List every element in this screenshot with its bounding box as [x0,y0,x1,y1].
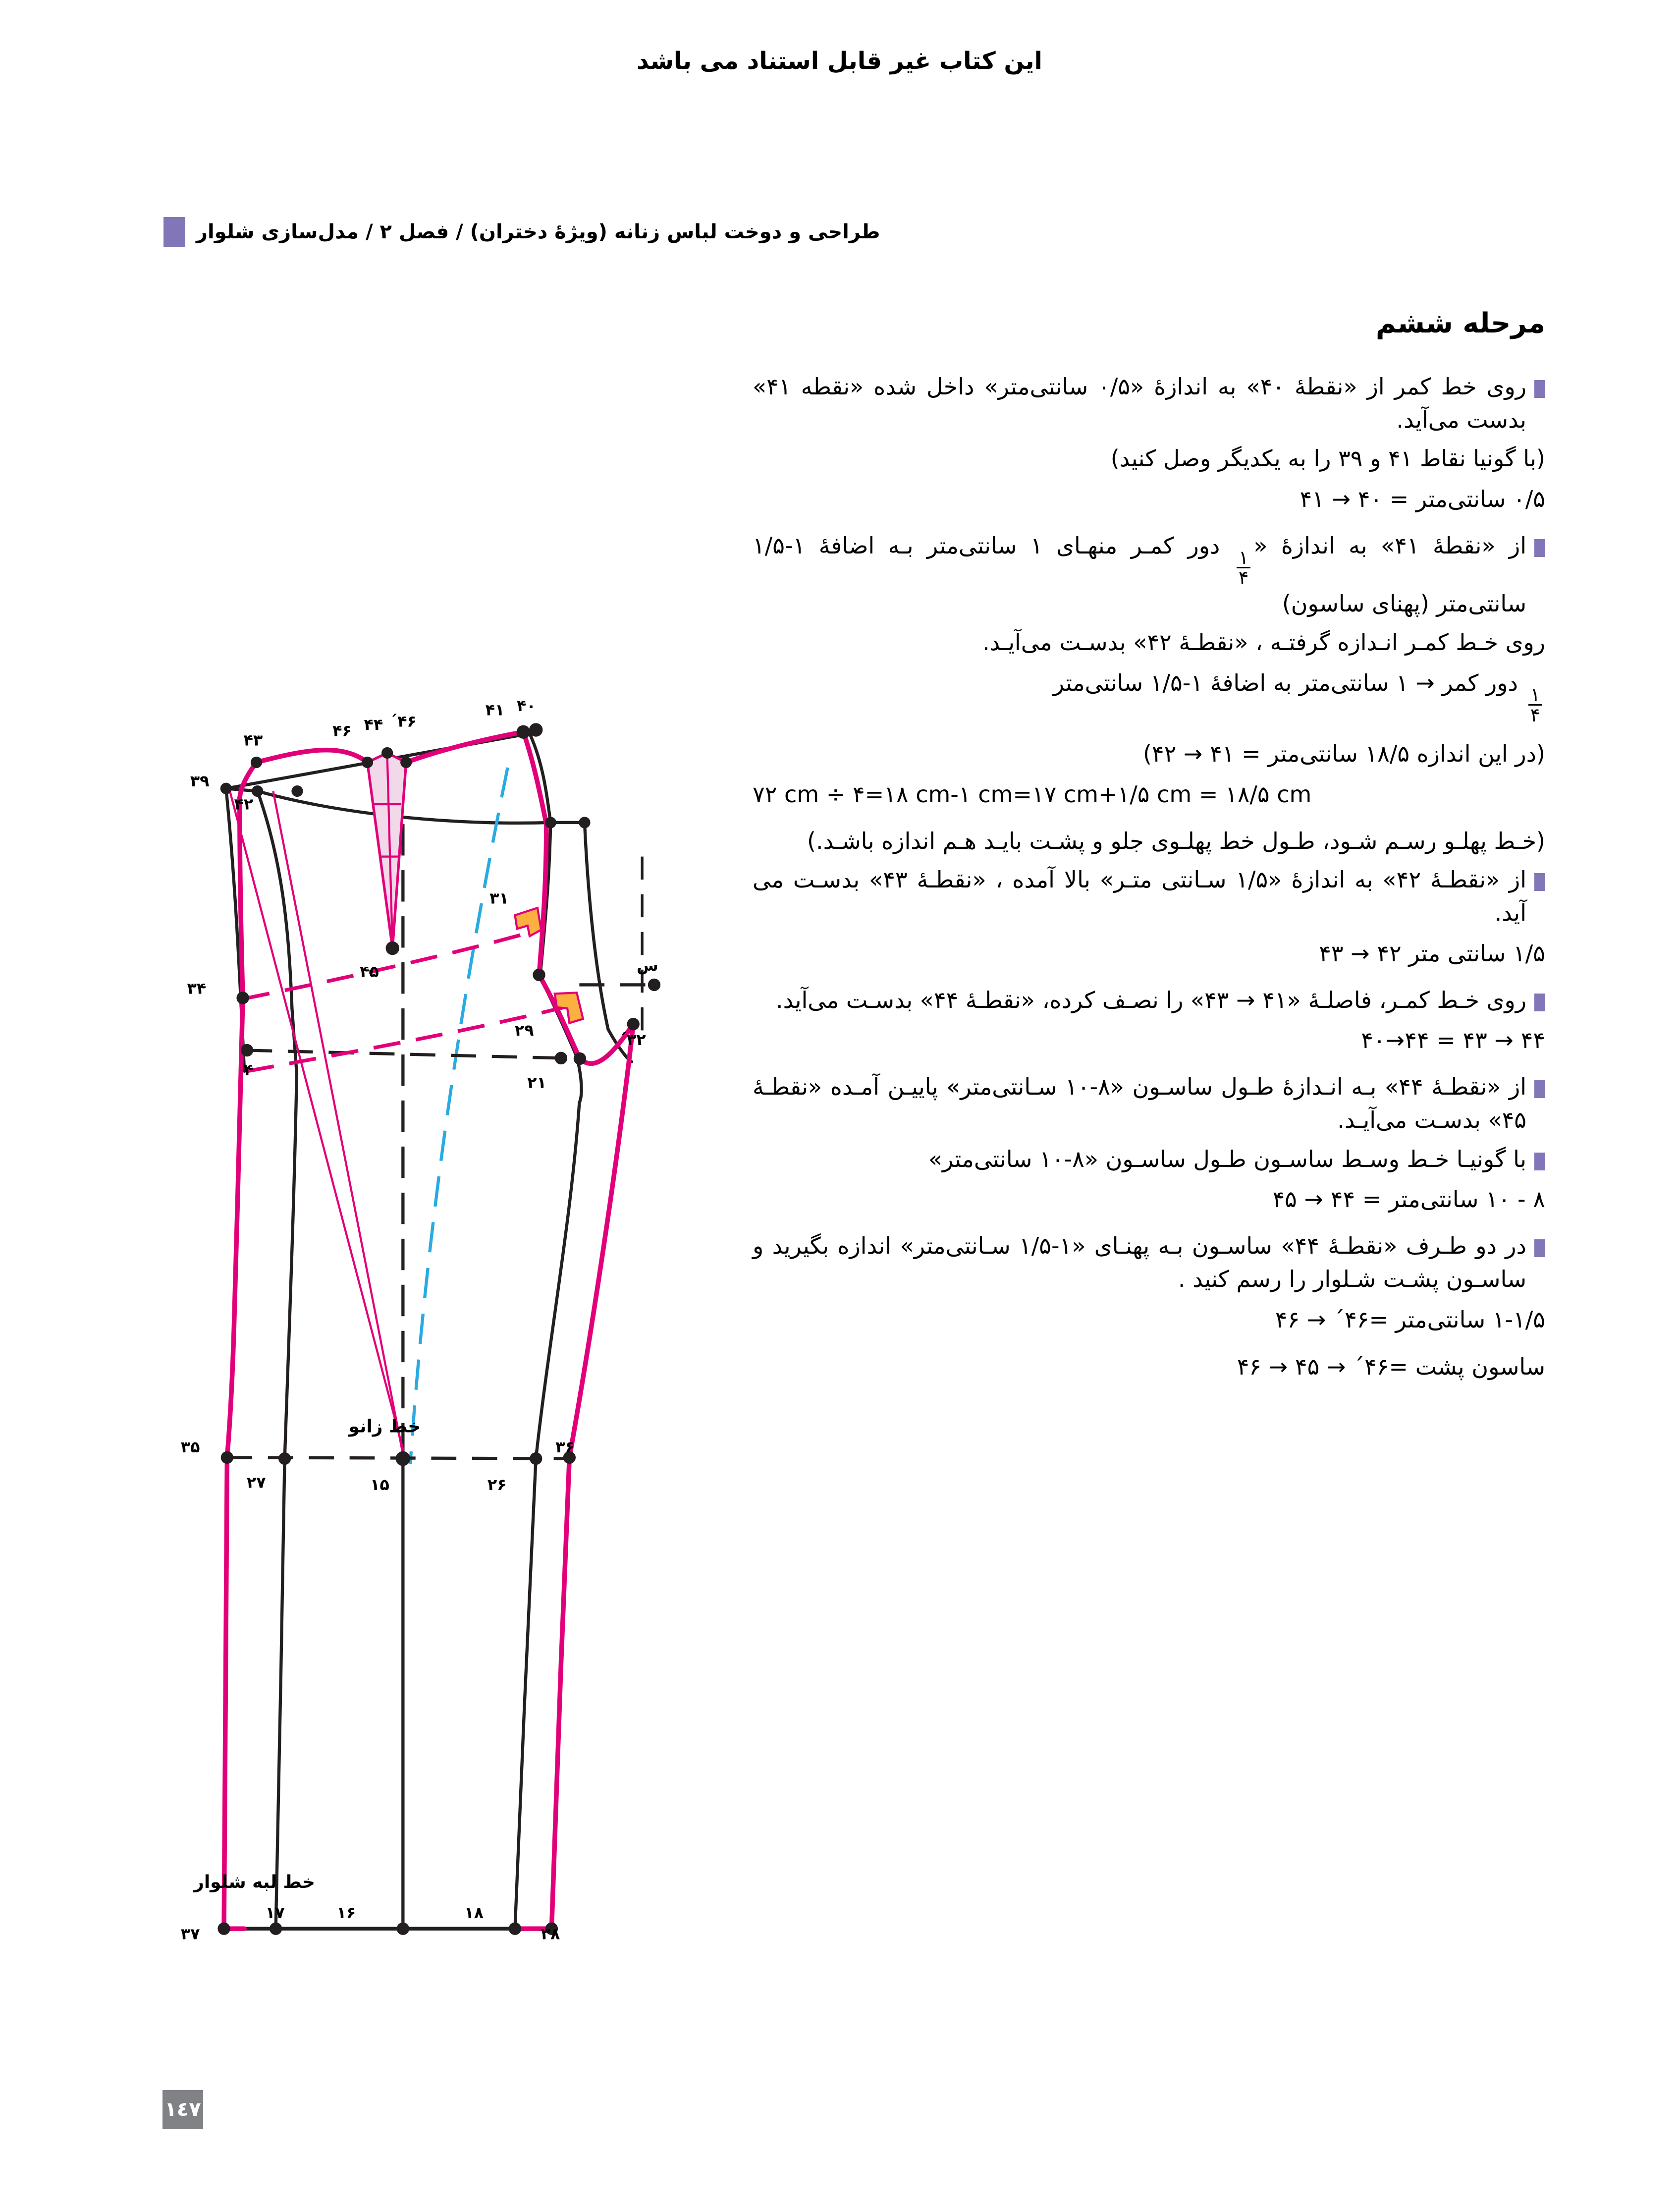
inseam-left [276,1074,297,1929]
point-label-15: ۱۵ [370,1476,389,1494]
point-label-27: ۲۷ [246,1474,266,1492]
bullet-square-icon [1534,1153,1545,1170]
breadcrumb [163,217,880,247]
point-label-46-prime: ۴۶´ [389,713,417,731]
bullet-square-icon [1534,1080,1545,1098]
point-label-42: ۴۲ [234,795,254,814]
page-number-text: ١٤٧ [164,2098,201,2121]
point-label-21: ۲۱ [527,1074,546,1092]
formula-line-1: ۰/۵ سانتی‌متر = ۴۰ → ۴۱ [1300,486,1545,513]
point-label-35: ۳۵ [180,1438,200,1456]
point-label-29: ۲۹ [514,1021,534,1040]
list-item-text: از «نقطـهٔ ۴۲» به اندازهٔ «۱/۵ سـانتی متـر» بالا آمده ، «نقطـهٔ ۴۳» بدسـت می آید. [753,866,1526,926]
paragraph-4: (خـط پهلـو رسـم شـود، طـول خط پهلـوی جلو و پشـت بایـد هـم اندازه باشـد.) [807,827,1545,854]
point-label-seat: س [637,956,658,975]
trouser-pattern-diagram [163,684,728,1982]
breadcrumb-marker-icon [163,217,185,247]
paragraph-2: روی خـط کمـر انـدازه گرفتـه ، «نقطـهٔ ۴۲» بدسـت می‌آیـد. [982,629,1545,656]
point-label-45: ۴۵ [360,963,379,981]
list-item-text: روی خط کمر از «نقطهٔ ۴۰» به اندازهٔ «۰/۵ سانتی‌متر» داخل شده «نقطه ۴۱» بدست می‌آید. [753,373,1526,433]
point-label-41: ۴۱ [485,701,505,719]
page-number-badge [162,2090,203,2129]
list-item [753,1229,1545,1295]
cyan-alteration-line [410,768,508,1464]
b2-prefix: از «نقطهٔ ۴۱» به اندازهٔ « [1253,532,1526,559]
list-item-text: از «نقطـهٔ ۴۴» بـه انـدازهٔ طـول ساسـون «۸-۱۰ سـانتی‌متر» پاییـن آمـده «نقطـهٔ ۴۵» بدسـت می‌آیـد. [753,1073,1526,1133]
point-label-4: ۴ [243,1061,254,1080]
page-title: مرحله ششم [1375,307,1545,339]
orange-notch-31 [515,908,541,936]
formula-2-rest: دور کمر → ۱ سانتی‌متر به اضافۀ ۱-۱/۵ سانتی‌متر [1053,669,1525,697]
point-label-37: ۳۷ [180,1925,200,1943]
point-label-18: ۱۸ [464,1904,484,1923]
point-label-16: ۱۶ [336,1904,356,1923]
list-item [753,1143,1545,1176]
list-item [753,984,1545,1017]
formula-line-8: ساسون پشت =۴۶´ → ۴۵ → ۴۶ [1237,1353,1545,1380]
formula-line-3: ۷۲ cm ÷ ۴=۱۸ cm-۱ cm=۱۷ cm+۱/۵ cm = ۱۸/۵ cm [753,780,1312,808]
point-label-34: ۳۴ [187,980,207,998]
formula-line-2 [753,666,1545,724]
list-item-text: با گونیـا خـط وسـط ساسـون طـول ساسـون «۸-۱۰ سانتی‌متر» [928,1145,1526,1172]
bullet-square-icon [1534,873,1545,891]
list-item [753,863,1545,929]
bullet-square-icon [1534,1239,1545,1257]
bullet-square-icon [1534,994,1545,1011]
hem-line-caption: خط لبه شلوار [194,1872,315,1892]
point-label-40: ۴۰ [517,697,536,715]
formula-line-4: ۱/۵ سانتی متر ۴۲ → ۴۳ [1319,940,1545,967]
formula-line-5: ۴۴ → ۴۳ = ۴۴→۴۰ [1361,1027,1545,1054]
instruction-column [753,307,1545,1397]
b2-suffix: دور کمـر منهـای ۱ سانتی‌متر بـه اضافۀ ۱-۱/۵ سانتی‌متر (پهنای ساسون) [753,532,1526,617]
point-label-31: ۳۱ [489,889,509,908]
knee-line-caption: خط زانو [348,1416,421,1437]
list-item-text [753,529,1526,620]
diagram-point-labels [181,697,658,1943]
breadcrumb-label: طراحی و دوخت لباس زنانه (ویژۀ دختران) / فصل ۲ / مدل‌سازی شلوار [196,221,880,243]
point-label-43: ۴۳ [243,731,263,750]
list-item [753,1070,1545,1136]
fraction-one-quarter: $\frac{۱}{۴}$ [1237,548,1250,587]
note-text: (با گونیا نقاط ۴۱ و ۳۹ را به یکدیگر وصل کنید) [1110,445,1545,472]
point-label-38: ۳۸ [541,1925,560,1943]
fraction-one-quarter-2: $\frac{۱}{۴}$ [1528,685,1542,724]
magenta-thin-diagonals [229,788,404,1454]
point-label-26: ۲۶ [487,1476,507,1494]
point-label-36: ۳۶ [555,1438,575,1456]
list-item-text: در دو طـرف «نقطـهٔ ۴۴» ساسـون بـه پهنـای «۱-۱/۵ سـانتی‌متر» اندازه بگیرید و ساسـون پشـت شـلوار را رسم کنید . [753,1232,1526,1292]
back-dart [368,753,406,948]
formula-line-6: ۸ - ۱۰ سانتی‌متر = ۴۴ → ۴۵ [1272,1186,1545,1213]
paragraph-3: (در این اندازه ۱۸/۵ سانتی‌متر = ۴۱ → ۴۲) [1142,740,1545,767]
point-label-32-prime: ۳۲´ [619,1031,646,1049]
point-label-44: ۴۴ [364,716,383,734]
base-pattern-outline [226,733,632,1103]
list-item-text: روی خـط کمـر، فاصلـهٔ «۴۱ → ۴۳» را نصـف کرده، «نقطـهٔ ۴۴» بدسـت می‌آید. [775,986,1526,1013]
bullet-square-icon [1534,380,1545,398]
bullet-square-icon [1534,539,1545,557]
point-label-46: ۴۶ [332,722,352,740]
point-label-17: ۱۷ [265,1904,285,1923]
point-label-39: ۳۹ [190,773,210,791]
list-item [753,529,1545,620]
list-item [753,370,1545,436]
inseam-right [515,1103,579,1929]
formula-line-7: ۱-۱/۵ سانتی‌متر =۴۶´ → ۴۶ [1275,1306,1545,1333]
page-top-notice: این کتاب غیر قابل استناد می باشد [636,47,1043,75]
